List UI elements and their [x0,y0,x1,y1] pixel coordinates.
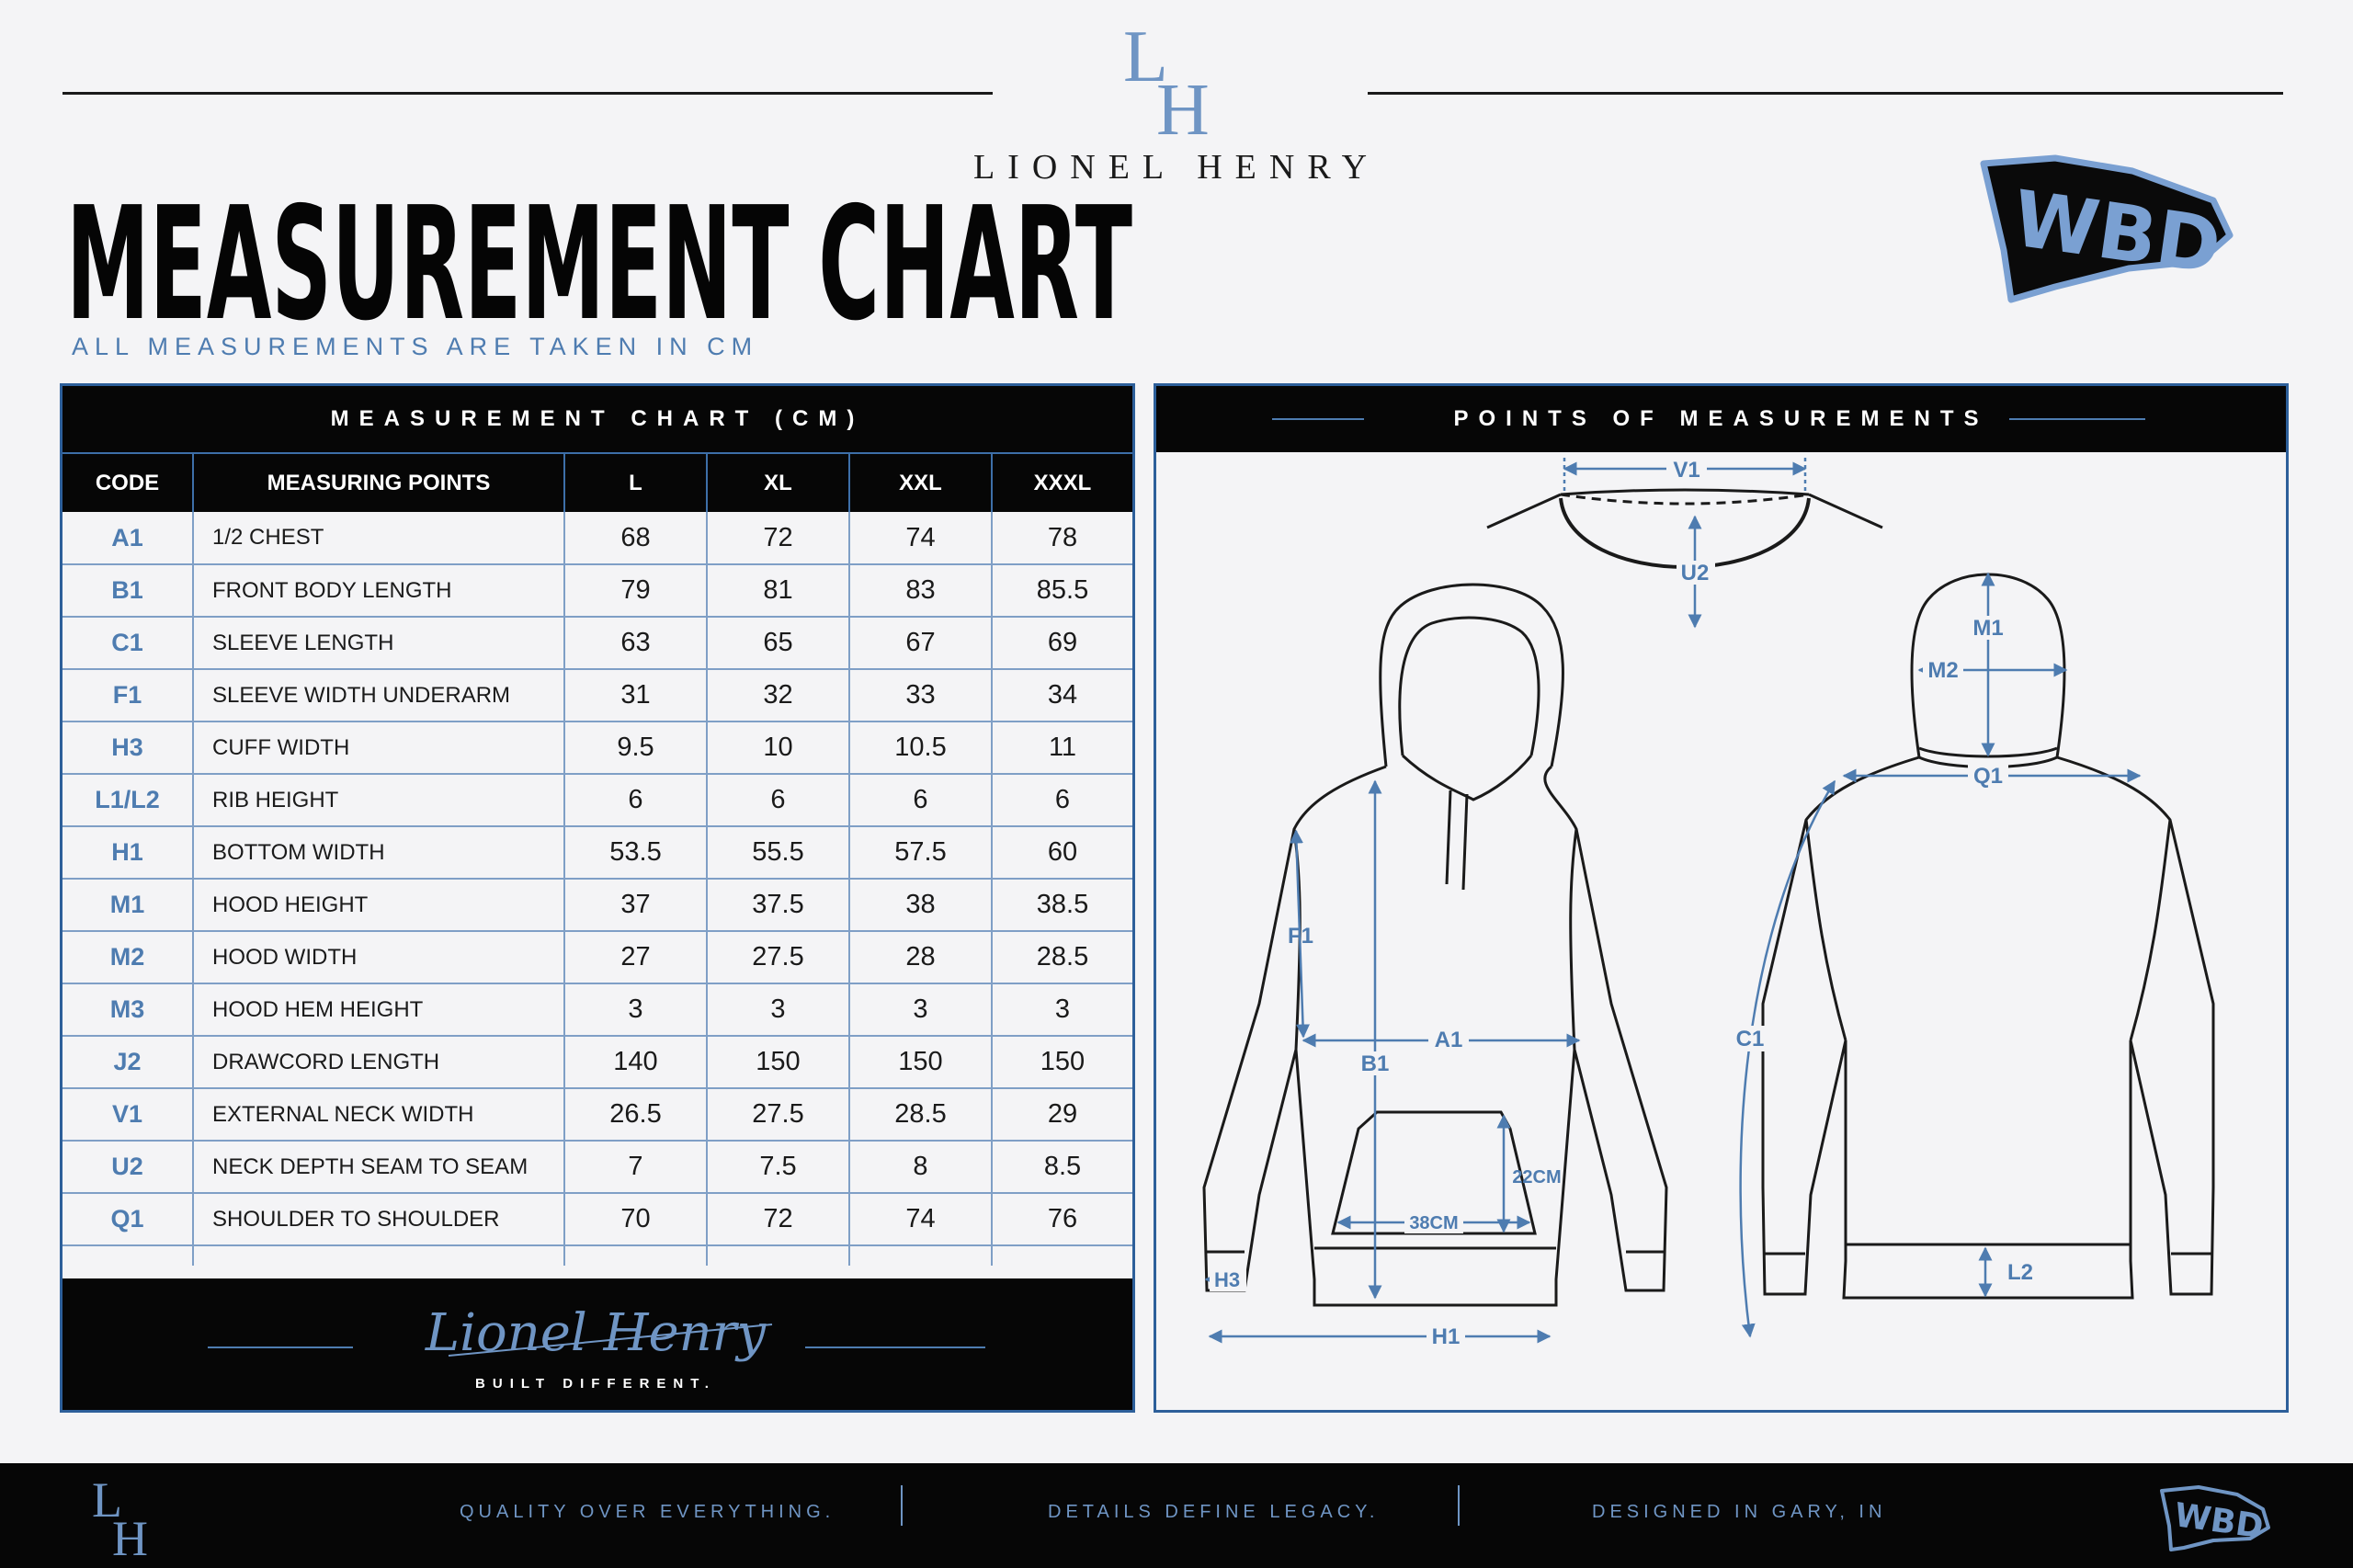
cell-size-xxxl: 76 [992,1193,1132,1245]
page-title [66,180,1206,327]
pocket-height-label: 22CM [1512,1167,1562,1187]
cell-size-xxl: 28.5 [849,1088,992,1141]
footer-monogram-logo [88,1469,156,1561]
cell-code: M1 [63,879,193,931]
table-row [63,1036,1132,1088]
cell-code: F1 [63,669,193,722]
neck-dimension-lines [1564,458,1805,627]
cell-code: H1 [63,826,193,879]
table-row [63,879,1132,931]
cell-measuring-point: BOTTOM WIDTH [193,826,564,879]
cell-size-l: 27 [564,931,707,983]
q1-label: Q1 [1972,764,2004,789]
cell-size-l: 70 [564,1193,707,1245]
table-row [63,512,1132,564]
cell-size-l: 3 [564,983,707,1036]
table-row [63,1141,1132,1193]
cell-size-l: 68 [564,512,707,564]
table-title: MEASUREMENT CHART (CM) [63,386,1132,452]
a1-label: A1 [1434,1028,1463,1052]
empty-cell [63,1245,193,1266]
cell-code: M2 [63,931,193,983]
points-of-measurement-panel [1154,383,2289,1413]
cell-size-l: 37 [564,879,707,931]
cell-code: C1 [63,617,193,669]
f1-label: F1 [1287,924,1314,949]
cell-code: J2 [63,1036,193,1088]
cell-measuring-point: HOOD WIDTH [193,931,564,983]
footer-bar [0,1463,2353,1568]
footer-monogram-l: L [92,1472,122,1528]
column-header-xl: XL [707,453,849,512]
cell-size-xl: 37.5 [707,879,849,931]
pom-title: POINTS OF MEASUREMENTS [1453,406,1989,431]
drawcord-left [1447,790,1450,884]
wbd-badge-logo [1967,140,2243,314]
footer-item-designed: DESIGNED IN GARY, IN [1592,1502,1887,1522]
table-row [63,826,1132,879]
column-header-xxxl: XXXL [992,453,1132,512]
signature-text: Lionel Henry [425,1303,767,1363]
table-row [63,669,1132,722]
signature-rule-left [208,1346,353,1348]
table-row [63,564,1132,617]
cell-size-xl: 72 [707,512,849,564]
measurement-table [63,452,1132,1266]
cell-measuring-point: DRAWCORD LENGTH [193,1036,564,1088]
cell-measuring-point: SLEEVE LENGTH [193,617,564,669]
cell-size-xxxl: 29 [992,1088,1132,1141]
cell-size-xxl: 67 [849,617,992,669]
front-right-armhole [1571,829,1576,1050]
cell-size-xl: 3 [707,983,849,1036]
back-dimension-lines [1741,574,2140,1336]
table-row [63,983,1132,1036]
top-rule-left [63,92,993,95]
cell-size-xl: 27.5 [707,931,849,983]
cell-size-xxl: 83 [849,564,992,617]
c1-label: C1 [1735,1027,1765,1051]
column-header-xxl: XXL [849,453,992,512]
top-rule-right [1368,92,2283,95]
cell-size-xl: 72 [707,1193,849,1245]
m1-label: M1 [1972,616,2004,641]
footer-wbd-logo [2154,1476,2274,1555]
cell-size-xxxl: 150 [992,1036,1132,1088]
cell-size-xxl: 3 [849,983,992,1036]
cell-measuring-point: FRONT BODY LENGTH [193,564,564,617]
cell-code: V1 [63,1088,193,1141]
signature-script [412,1291,779,1374]
cell-size-xxl: 33 [849,669,992,722]
drawcord-right [1463,794,1467,890]
cell-measuring-point: HOOD HEIGHT [193,879,564,931]
cell-size-l: 31 [564,669,707,722]
cell-code: Q1 [63,1193,193,1245]
cell-size-xxl: 74 [849,1193,992,1245]
cell-size-xxl: 150 [849,1036,992,1088]
cell-code: B1 [63,564,193,617]
hoodie-diagram [1156,452,2286,1410]
cell-size-xl: 55.5 [707,826,849,879]
column-header-l: L [564,453,707,512]
back-body-outline [1763,757,2213,1298]
cell-code: L1/L2 [63,774,193,826]
cell-size-l: 7 [564,1141,707,1193]
cell-code: U2 [63,1141,193,1193]
table-row [63,722,1132,774]
cell-size-xxl: 57.5 [849,826,992,879]
cell-measuring-point: 1/2 CHEST [193,512,564,564]
column-header-measuring-points: MEASURING POINTS [193,453,564,512]
cell-size-xl: 81 [707,564,849,617]
pocket-width-label: 38CM [1409,1213,1459,1233]
cell-size-xxxl: 11 [992,722,1132,774]
wbd-badge-text: WBD [2007,173,2227,292]
cell-size-xl: 6 [707,774,849,826]
cell-measuring-point: SLEEVE WIDTH UNDERARM [193,669,564,722]
cell-size-xl: 10 [707,722,849,774]
cell-size-xxxl: 28.5 [992,931,1132,983]
cell-size-xxxl: 8.5 [992,1141,1132,1193]
cell-code: A1 [63,512,193,564]
cell-size-xl: 150 [707,1036,849,1088]
back-right-armhole [2131,820,2170,1040]
footer-item-details: DETAILS DEFINE LEGACY. [1048,1502,1380,1522]
cell-size-xxxl: 78 [992,512,1132,564]
cell-size-l: 53.5 [564,826,707,879]
cell-size-l: 79 [564,564,707,617]
front-hood-hem [1403,756,1531,800]
cell-code: H3 [63,722,193,774]
cell-measuring-point: NECK DEPTH SEAM TO SEAM [193,1141,564,1193]
cell-size-xl: 7.5 [707,1141,849,1193]
cell-size-xxl: 6 [849,774,992,826]
cell-size-xl: 65 [707,617,849,669]
brand-monogram-logo [1120,13,1233,142]
table-row [63,617,1132,669]
cell-size-xxl: 38 [849,879,992,931]
column-header-code: CODE [63,453,193,512]
table-header-row [63,453,1132,512]
cell-size-xxxl: 6 [992,774,1132,826]
cell-size-xxxl: 38.5 [992,879,1132,931]
cell-size-xxxl: 85.5 [992,564,1132,617]
page-subtitle: ALL MEASUREMENTS ARE TAKEN IN CM [72,333,759,360]
u2-label: U2 [1680,561,1710,585]
m2-label: M2 [1927,658,1959,683]
front-hoodie-drawing [1204,585,1666,1305]
cell-size-l: 140 [564,1036,707,1088]
cell-size-xxl: 28 [849,931,992,983]
table-empty-row [63,1245,1132,1266]
brand-monogram-l: L [1123,17,1168,97]
table-row [63,1088,1132,1141]
table-row [63,931,1132,983]
footer-item-quality: QUALITY OVER EVERYTHING. [460,1502,835,1522]
footer-monogram-h: H [112,1511,148,1561]
cell-size-xl: 27.5 [707,1088,849,1141]
table-row [63,1193,1132,1245]
empty-cell [849,1245,992,1266]
neck-detail-drawing [1487,490,1882,567]
cell-size-l: 9.5 [564,722,707,774]
brand-monogram-h: H [1156,70,1210,142]
cell-size-xxl: 10.5 [849,722,992,774]
back-left-armhole [1806,820,1846,1040]
cell-code: M3 [63,983,193,1036]
page-title-text: MEASUREMENT CHART [66,180,1133,327]
cell-size-xxl: 74 [849,512,992,564]
empty-cell [707,1245,849,1266]
v1-label: V1 [1673,458,1700,483]
empty-cell [193,1245,564,1266]
table-row [63,774,1132,826]
empty-cell [992,1245,1132,1266]
cell-size-l: 6 [564,774,707,826]
brand-name: LIONEL HENRY [972,148,1381,187]
cell-measuring-point: CUFF WIDTH [193,722,564,774]
signature-band [63,1278,1132,1410]
signature-rule-right [805,1346,985,1348]
l2-label: L2 [2006,1260,2034,1285]
empty-cell [564,1245,707,1266]
cell-measuring-point: SHOULDER TO SHOULDER [193,1193,564,1245]
cell-measuring-point: HOOD HEM HEIGHT [193,983,564,1036]
footer-divider-2 [1458,1485,1460,1526]
pom-header [1156,386,2286,452]
cell-size-xxl: 8 [849,1141,992,1193]
footer-divider-1 [901,1485,903,1526]
measurement-table-panel [60,383,1135,1413]
cell-size-xxxl: 69 [992,617,1132,669]
cell-size-l: 63 [564,617,707,669]
h1-label: H1 [1431,1324,1461,1349]
cell-measuring-point: RIB HEIGHT [193,774,564,826]
cell-size-xl: 32 [707,669,849,722]
b1-label: B1 [1360,1051,1390,1076]
h3-label: H3 [1213,1268,1241,1291]
cell-measuring-point: EXTERNAL NECK WIDTH [193,1088,564,1141]
cell-size-xxxl: 3 [992,983,1132,1036]
footer-wbd-text: WBD [2172,1496,2266,1547]
cell-size-xxxl: 34 [992,669,1132,722]
front-hood-opening [1400,618,1539,756]
cell-size-l: 26.5 [564,1088,707,1141]
signature-tagline: BUILT DIFFERENT. [475,1376,716,1392]
cell-size-xxxl: 60 [992,826,1132,879]
